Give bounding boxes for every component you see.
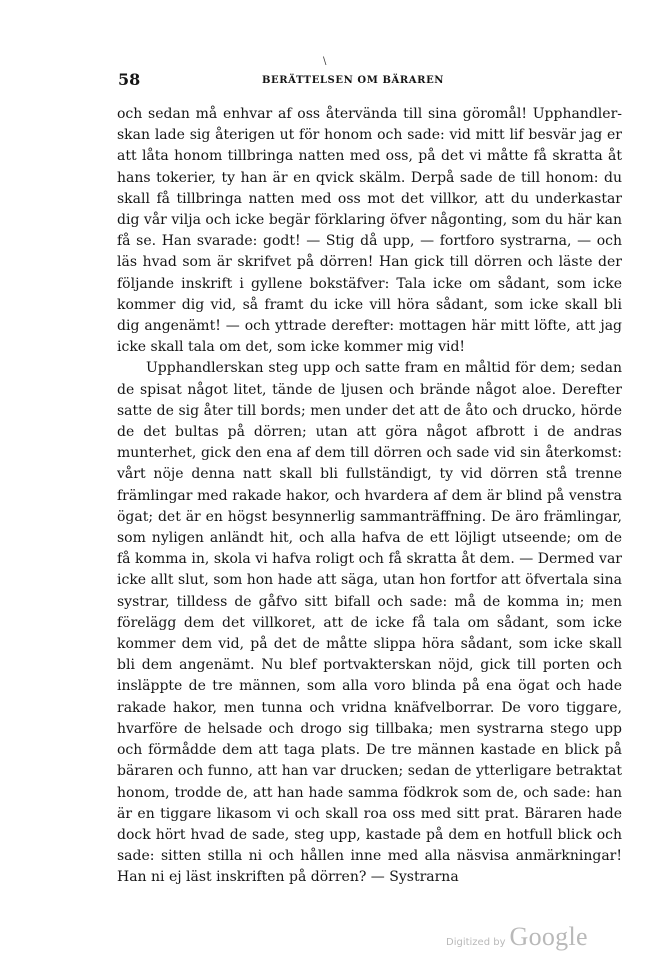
paragraph-2: Upphandlerskan steg upp och satte fram en måltid för dem; sedan de spisat något litet, tände de ljusen och brände något aloe. Derefter satte de sig åter till bords; men under det att de åto och drucko, hörde de det bultas på dörren; utan att göra något afbrott i de andras munterhet, gick den ena af dem till dörren och sade vid sin återkomst: vårt nöje denna natt skall bli fullständigt, ty vid dörren stå trenne främlingar med rakade hakor, och hvardera af dem är blind på venstra ögat; det är en högst besynnerlig sammanträffning. De äro främlingar, som nyligen anländt hit, och alla hafva de ett löjligt utseende; om de få komma in, skola vi hafva roligt och få skratta åt dem. — Dermed var icke allt slut, som hon hade att säga, utan hon fortfor att öfvertala sina systrar, tilldess de gåfvo sitt bifall och sade: må de komma in; men förelägg dem det villkoret, att de icke få tala om sådant, som icke kommer dem vid, på det de måtte slippa höra sådant, som icke skall bli dem angenämt. Nu blef portvakterskan nöjd, gick till porten och insläppte de tre männen, som alla voro blinda på ena ögat och hade rakade hakor, men tunna och vridna knäfvelborrar. De voro tiggare, hvarföre de helsade och drogo sig tillbaka; men systrarna stego upp och förmådde dem att taga plats. De tre männen kastade en blick på bäraren och funno, att han var drucken; sedan de ytterligare betraktat honom, trodde de, att han hade samma födkrok som de, och sade: han är en tiggare likasom vi och skall roa oss med sitt prat. Bäraren hade dock hört hvad de sade, steg upp, kastade på dem en hotfull blick och sade: sitten stilla ni och hållen inne med alla näsvisa anmärkningar! Han ni ej läst inskriften på dörren? — Systrarna (117, 360, 622, 886)
google-logo: Google (509, 922, 588, 951)
digitized-by-label: Digitized by (446, 937, 506, 948)
paragraph-1: och sedan må enhvar af oss återvända till sina göromål! Upphandler-skan lade sig återigen ut för honom och sade: vid mitt lif besvär jag er att låta honom tillbringa natten med oss, på det vi måtte få skratta åt hans tokerier, ty han är en qvick skälm. Derpå sade de till honom: du skall få tillbringa natten med oss mot det villkor, att du underkastar dig vår vilja och icke begär förklaring öfver någonting, som du här kan få se. Han svarade: godt! — Stig då upp, — fortforo systrarna, — och läs hvad som är skrifvet på dörren! Han gick till dörren och läste der följande inskrift i gyllene bokstäfver: Tala icke om sådant, som icke kommer dig vid, så framt du icke vill höra sådant, som icke skall bli dig angenämt! — och yttrade derefter: mottagen här mitt löfte, att jag icke skall tala om det, som icke kommer mig vid! (117, 106, 622, 356)
body-text (117, 104, 622, 889)
page-header (118, 70, 562, 92)
running-head: BERÄTTELSEN OM BÄRAREN (261, 75, 445, 86)
digitization-footer (446, 922, 588, 954)
stray-mark: \ (323, 56, 327, 67)
page-number: 58 (118, 70, 141, 89)
